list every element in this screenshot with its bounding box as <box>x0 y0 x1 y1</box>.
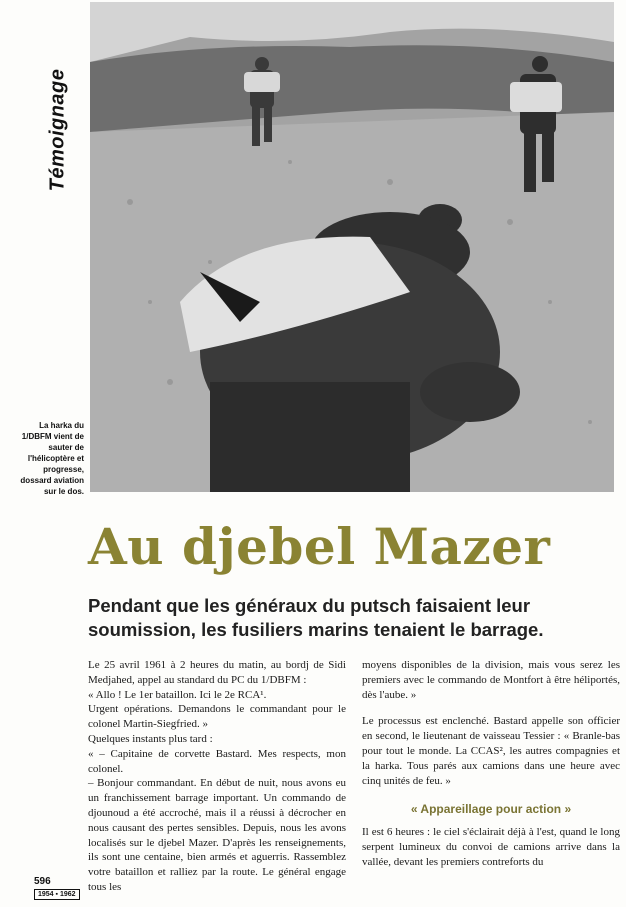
photo-caption: La harka du 1/DBFM vient de sauter de l'hélicoptère et progresse, dossard aviation sur le dos. <box>20 421 84 496</box>
paragraph: moyens disponibles de la division, mais vous serez les premiers avec le commando de Montfort à être héliportés, dès l'aube. » <box>362 659 620 701</box>
page-number: 596 <box>34 876 51 887</box>
article-column-2 <box>362 658 620 870</box>
section-label-text: Témoignage <box>46 68 69 192</box>
paragraph: « – Capitaine de corvette Bastard. Mes respects, mon colonel. <box>88 747 346 775</box>
soldiers-photo-illustration <box>90 2 614 492</box>
article-subtitle: Pendant que les généraux du putsch faisaient leur soumission, les fusiliers marins tenaient le barrage. <box>88 595 544 640</box>
article-title: Au djebel Mazer <box>88 517 551 576</box>
paragraph: Le processus est enclenché. Bastard appelle son officier en second, le lieutenant de vaisseau Tessier : « Branle-bas pour tout le monde. La CCAS², les autres compagnies et la harka. Tous parés aux camions dans une heure avec cinq unités de feu. » <box>362 715 620 787</box>
paragraph: « Allo ! Le 1er bataillon. Ici le 2e RCA¹. <box>88 688 267 701</box>
paragraph: Il est 6 heures : le ciel s'éclairait déjà à l'est, quand le long serpent lumineux du convoi de camions arrive dans la vallée, devant les premiers contreforts du <box>362 826 620 868</box>
paragraph: Quelques instants plus tard : <box>88 732 213 745</box>
article-column-1 <box>88 658 346 895</box>
paragraph: – Bonjour commandant. En début de nuit, nous avons eu un franchissement barrage important. Un commando de djounoud a été accroché, mais il a réussi à décrocher en nous causant des pertes sensibles. Depuis, nous les avons localisés sur le djebel Mazer. D'après les renseignements, ils sont une centaine, bien armés et aguerris. Rassemblez votre bataillon et ralliez par la route. Le général engage tous les <box>88 777 346 893</box>
section-subheading: « Appareillage pour action » <box>410 802 572 817</box>
paragraph: Le 25 avril 1961 à 2 heures du matin, au bordj de Sidi Medjahed, appel au standard du PC du 1/DBFM : <box>88 659 346 686</box>
hero-photo <box>90 2 614 492</box>
folio-years: 1954 ▪ 1962 <box>34 889 80 900</box>
section-label <box>38 60 78 200</box>
paragraph: Urgent opérations. Demandons le commandant pour le colonel Martin-Siegfried. » <box>88 703 346 731</box>
